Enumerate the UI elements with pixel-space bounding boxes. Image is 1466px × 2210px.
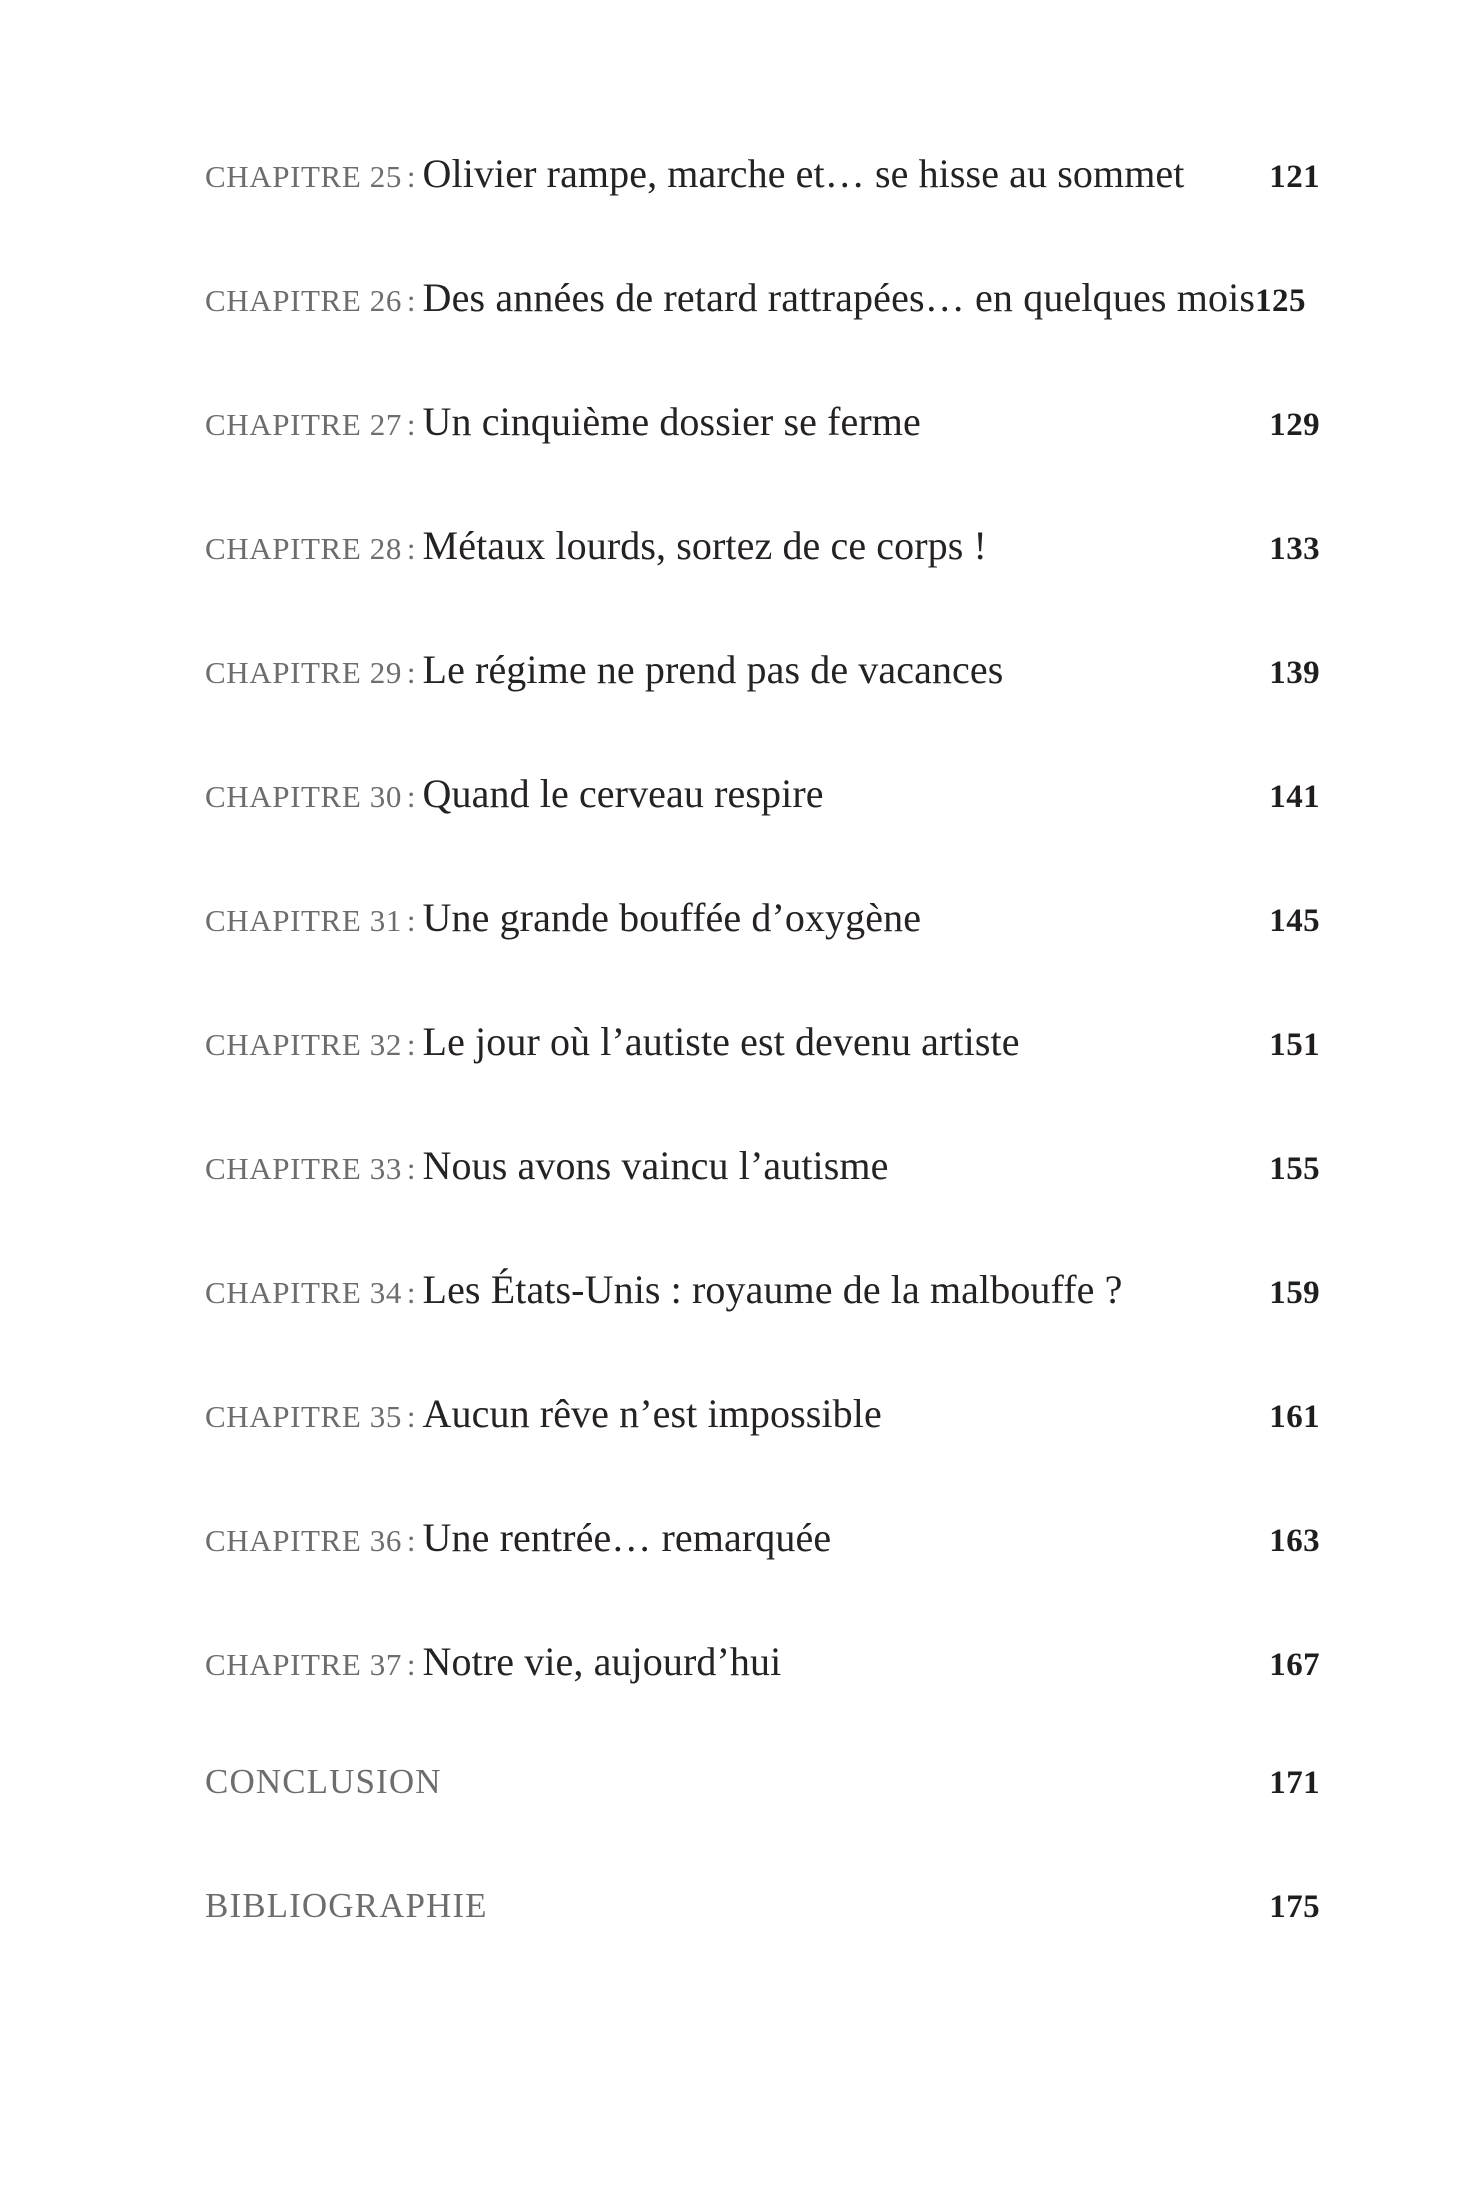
toc-separator: :: [406, 1027, 416, 1062]
toc-entry[interactable]: [205, 398, 1320, 522]
toc-page-number: 133: [1269, 531, 1320, 567]
toc-entry-text: [205, 770, 824, 817]
toc-page-number: 125: [1255, 283, 1306, 319]
toc-chapter-label: CHAPITRE 25: [205, 159, 402, 194]
table-of-contents: [205, 150, 1320, 2010]
toc-chapter-title: Une rentrée… remarquée: [422, 1515, 832, 1560]
toc-entry[interactable]: [205, 522, 1320, 646]
toc-page-number: 161: [1269, 1399, 1320, 1435]
toc-separator: :: [406, 283, 416, 318]
toc-entry-text: [205, 274, 1255, 321]
toc-chapter-label: CHAPITRE 36: [205, 1523, 402, 1558]
toc-chapter-label: CHAPITRE 32: [205, 1027, 402, 1062]
toc-chapter-title: Olivier rampe, marche et… se hisse au sommet: [422, 151, 1185, 196]
toc-separator: :: [406, 655, 416, 690]
toc-chapter-title: Un cinquième dossier se ferme: [422, 399, 921, 444]
toc-separator: :: [406, 531, 416, 566]
toc-entry-text: [205, 522, 987, 569]
toc-chapter-title: Des années de retard rattrapées… en quelques mois: [422, 275, 1256, 320]
toc-entry[interactable]: [205, 1638, 1320, 1762]
toc-page-number: 163: [1269, 1523, 1320, 1559]
toc-entry[interactable]: [205, 1266, 1320, 1390]
toc-section-label: BIBLIOGRAPHIE: [205, 1886, 488, 1925]
toc-page-number: 145: [1269, 903, 1320, 939]
toc-entry[interactable]: [205, 1142, 1320, 1266]
toc-entry-text: [205, 1886, 488, 1926]
toc-entry-text: [205, 1762, 442, 1802]
toc-separator: :: [406, 1399, 416, 1434]
toc-separator: :: [406, 779, 416, 814]
toc-chapter-label: CHAPITRE 34: [205, 1275, 402, 1310]
toc-entry[interactable]: [205, 1886, 1320, 2010]
toc-entry-text: [205, 894, 921, 941]
toc-chapter-title: Métaux lourds, sortez de ce corps !: [422, 523, 987, 568]
toc-chapter-title: Nous avons vaincu l’autisme: [422, 1143, 889, 1188]
toc-page-number: 159: [1269, 1275, 1320, 1311]
toc-separator: :: [406, 1523, 416, 1558]
toc-entry[interactable]: [205, 1390, 1320, 1514]
toc-page-number: 151: [1269, 1027, 1320, 1063]
toc-entry[interactable]: [205, 894, 1320, 1018]
toc-section-label: CONCLUSION: [205, 1762, 442, 1801]
toc-entry-text: [205, 1638, 781, 1685]
toc-entry[interactable]: [205, 1762, 1320, 1886]
toc-chapter-label: CHAPITRE 37: [205, 1647, 402, 1682]
toc-entry[interactable]: [205, 646, 1320, 770]
toc-entry-text: [205, 150, 1185, 197]
toc-entry[interactable]: [205, 274, 1320, 398]
toc-entry-text: [205, 1390, 882, 1437]
toc-entry[interactable]: [205, 1018, 1320, 1142]
toc-chapter-label: CHAPITRE 28: [205, 531, 402, 566]
toc-entry-text: [205, 1514, 831, 1561]
toc-entry[interactable]: [205, 150, 1320, 274]
toc-separator: :: [406, 159, 416, 194]
toc-page-number: 155: [1269, 1151, 1320, 1187]
toc-page-number: 129: [1269, 407, 1320, 443]
toc-entry-text: [205, 646, 1003, 693]
toc-chapter-title: Les États-Unis : royaume de la malbouffe ?: [422, 1267, 1123, 1312]
toc-chapter-label: CHAPITRE 33: [205, 1151, 402, 1186]
toc-entry[interactable]: [205, 770, 1320, 894]
toc-chapter-title: Aucun rêve n’est impossible: [422, 1391, 882, 1436]
toc-page-number: 141: [1269, 779, 1320, 815]
toc-separator: :: [406, 903, 416, 938]
toc-entry-text: [205, 1266, 1122, 1313]
toc-entry-text: [205, 398, 921, 445]
toc-chapter-label: CHAPITRE 29: [205, 655, 402, 690]
toc-separator: :: [406, 1151, 416, 1186]
toc-chapter-title: Le jour où l’autiste est devenu artiste: [422, 1019, 1020, 1064]
toc-chapter-label: CHAPITRE 30: [205, 779, 402, 814]
toc-entry[interactable]: [205, 1514, 1320, 1638]
toc-chapter-label: CHAPITRE 26: [205, 283, 402, 318]
toc-page-number: 171: [1269, 1765, 1320, 1801]
toc-separator: :: [406, 1647, 416, 1682]
toc-entry-text: [205, 1018, 1020, 1065]
toc-chapter-label: CHAPITRE 35: [205, 1399, 402, 1434]
toc-page-number: 167: [1269, 1647, 1320, 1683]
toc-separator: :: [406, 1275, 416, 1310]
toc-chapter-label: CHAPITRE 27: [205, 407, 402, 442]
toc-chapter-title: Quand le cerveau respire: [422, 771, 824, 816]
toc-chapter-title: Une grande bouffée d’oxygène: [422, 895, 922, 940]
toc-page-number: 121: [1269, 159, 1320, 195]
toc-page-number: 139: [1269, 655, 1320, 691]
toc-chapter-label: CHAPITRE 31: [205, 903, 402, 938]
toc-page-number: 175: [1269, 1889, 1320, 1925]
toc-entry-text: [205, 1142, 889, 1189]
toc-chapter-title: Notre vie, aujourd’hui: [422, 1639, 782, 1684]
toc-chapter-title: Le régime ne prend pas de vacances: [422, 647, 1004, 692]
toc-separator: :: [406, 407, 416, 442]
